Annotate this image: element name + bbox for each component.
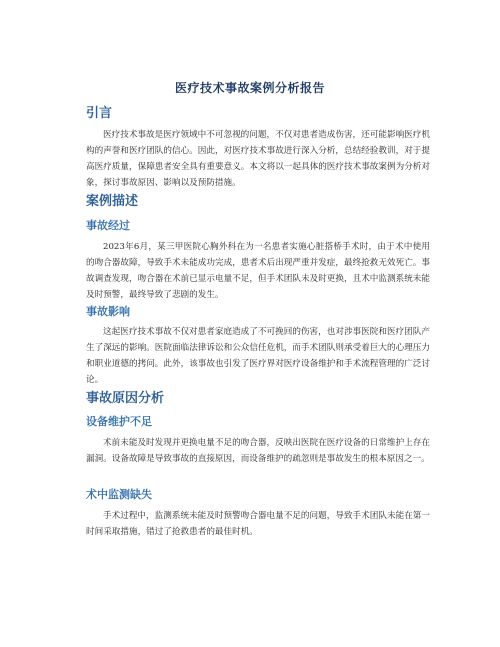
section-heading-intro: 引言 xyxy=(86,106,113,121)
section-heading-causes: 事故原因分析 xyxy=(86,391,165,406)
document-title: 医疗技术事故案例分析报告 xyxy=(174,81,325,95)
maintenance-paragraph: 术前未能及时发现并更换电量不足的吻合器，反映出医院在医疗设备的日常维护上存在漏洞。设备故障是导致事故的直接原因，而设备维护的疏忽则是事故发生的根本原因之一。 xyxy=(86,438,430,464)
subsection-heading-impact: 事故影响 xyxy=(86,305,130,318)
course-paragraph: 2023年6月，某三甲医院心胸外科在为一名患者实施心脏搭桥手术时，由于术中使用的吻合器故障，导致手术未能成功完成，患者术后出现严重并发症，最终抢救无效死亡。事故调查发现，吻合器在术前已显示电量不足，但手术团队未及时更换，且术中监测系统未能及时预警，最终导致了悲剧的发生。 xyxy=(86,242,430,300)
subsection-heading-monitoring: 术中监测缺失 xyxy=(86,488,152,501)
section-heading-case: 案例描述 xyxy=(86,194,139,209)
subsection-heading-maintenance: 设备维护不足 xyxy=(86,415,152,428)
impact-paragraph: 这起医疗技术事故不仅对患者家庭造成了不可挽回的伤害，也对涉事医院和医疗团队产生了深远的影响。医院面临法律诉讼和公众信任危机，而手术团队则承受着巨大的心理压力和职业道德的拷问。此外，该事故也引发了医疗界对医疗设备维护和手术流程管理的广泛讨论。 xyxy=(86,327,430,385)
monitoring-paragraph: 手术过程中，监测系统未能及时预警吻合器电量不足的问题，导致手术团队未能在第一时间采取措施，错过了抢救患者的最佳时机。 xyxy=(86,511,430,537)
intro-paragraph: 医疗技术事故是医疗领域中不可忽视的问题，不仅对患者造成伤害，还可能影响医疗机构的声誉和医疗团队的信心。因此，对医疗技术事故进行深入分析，总结经验教训，对于提高医疗质量，保障患者安全具有重要意义。本文将以一起具体的医疗技术事故案例为分析对象，探讨事故原因、影响以及预防措施。 xyxy=(86,130,430,188)
subsection-heading-course: 事故经过 xyxy=(86,219,130,232)
